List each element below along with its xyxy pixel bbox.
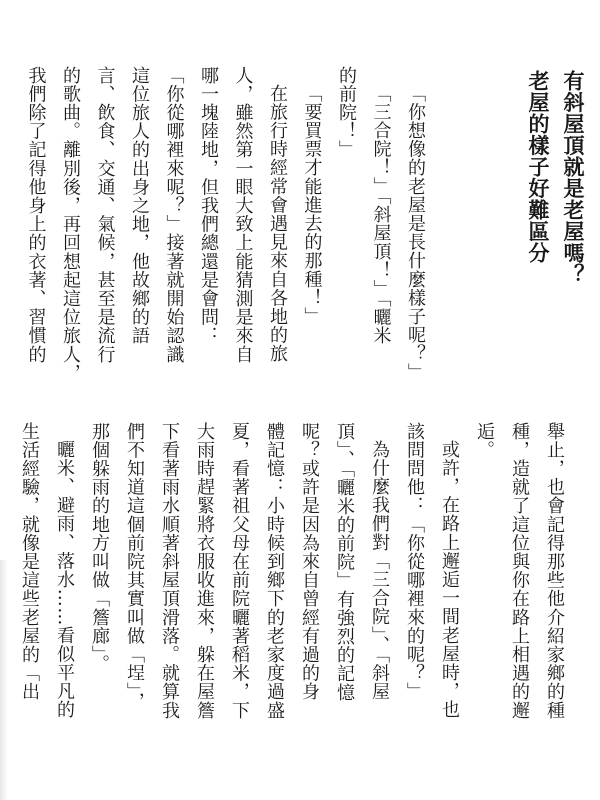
text-column: 曬米、避雨、落水……看似平凡的	[54, 440, 75, 719]
text-column: 夏，看著祖父母在前院曬著稻米，下	[229, 422, 250, 720]
text-column: 「三合院！」「斜屋頂！」「曬米	[370, 84, 392, 345]
text-column: 大雨時趕緊將衣服收進來，躲在屋簷	[194, 422, 215, 720]
text-column: 逅。	[474, 422, 495, 460]
text-column: 的前院！」	[336, 66, 357, 159]
text-column: 在旅行時經常會遇見來自各地的旅	[267, 84, 288, 363]
text-column: 「你從哪裡來呢？」接著就開始認識	[163, 66, 185, 364]
text-column: 呢？或許是因為來自曾經有過的身	[299, 422, 320, 701]
heading-line-2: 老屋的樣子好難區分	[526, 70, 550, 264]
text-column: 生活經驗，就像是這些老屋的「出	[19, 422, 40, 701]
section-heading	[520, 70, 590, 370]
text-column: 或許，在路上邂逅一間老屋時，也	[439, 440, 460, 719]
text-column: 我們除了記得他身上的衣著、習慣的	[25, 66, 47, 364]
text-column: 為什麼我們對「三合院」、「斜屋	[369, 440, 390, 701]
text-column: 的歌曲。離別後，再回想起這位旅人，	[60, 66, 81, 383]
text-column: 言、飲食、交通、氣候，甚至是流行	[94, 66, 116, 364]
text-column: 那個躲雨的地方叫做「簷廊」。	[89, 422, 110, 674]
text-column: 舉止，也會記得那些他介紹家鄉的種	[544, 422, 565, 720]
body-text-top	[18, 66, 432, 383]
text-column: 頂」、「曬米的前院」有強烈的記憶	[334, 422, 355, 702]
text-column: 「要買票才能進去的那種！」	[301, 84, 323, 326]
text-column: 「你想像的老屋是長什麼樣子呢？」	[405, 84, 426, 382]
text-column: 該問問他：「你從哪裡來的呢？」	[404, 422, 425, 701]
text-column: 種，造就了這位與你在路上相遇的邂	[509, 422, 530, 720]
text-column: 們不知道這個前院其實叫做「埕」，	[124, 422, 145, 711]
scan-shadow	[0, 560, 8, 800]
text-column: 這位旅人的出身之地，他故鄉的語	[129, 66, 150, 345]
text-column: 體記憶：小時候到鄉下的老家度過盛	[264, 422, 285, 720]
body-text-bottom	[12, 422, 572, 742]
text-column: 哪一塊陸地，但我們總還是會問：	[198, 66, 219, 345]
text-column: 人，雖然第一眼大致上能猜測是來自	[232, 66, 254, 364]
text-column: 下看著雨水順著斜屋頂滑落。就算我	[159, 422, 180, 720]
heading-line-1: 有斜屋頂就是老屋嗎？	[561, 70, 585, 285]
